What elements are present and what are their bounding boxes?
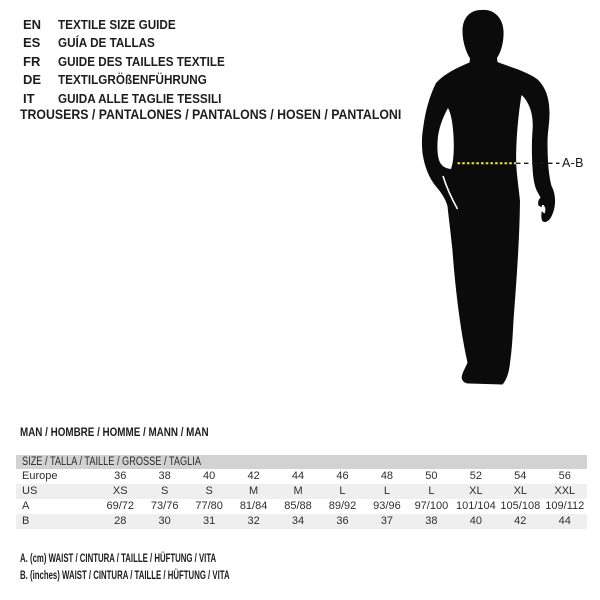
table-cell: 93/96 bbox=[373, 500, 401, 512]
table-cell: 40 bbox=[469, 515, 482, 527]
table-cell: 54 bbox=[514, 470, 527, 482]
table-row-us bbox=[16, 484, 587, 499]
size-table bbox=[16, 455, 587, 529]
language-row-es bbox=[23, 34, 243, 52]
table-cell: 56 bbox=[558, 470, 571, 482]
note-b: B. (inches) WAIST / CINTURA / TAILLE / HÜFTUNG / VITA bbox=[20, 568, 230, 583]
section-title-man: MAN / HOMBRE / HOMME / MANN / MAN bbox=[20, 425, 209, 439]
table-cell: 69/72 bbox=[106, 500, 134, 512]
table-row-b-inches bbox=[16, 514, 587, 529]
table-cell: S bbox=[161, 485, 169, 497]
table-cell: 48 bbox=[380, 470, 394, 482]
table-cell: M bbox=[293, 485, 303, 497]
measure-label: A-B bbox=[562, 156, 584, 170]
language-label: GUIDE DES TAILLES TEXTILE bbox=[58, 53, 225, 69]
note-a: A. (cm) WAIST / CINTURA / TAILLE / HÜFTUNG / VITA bbox=[20, 551, 217, 565]
language-label: TEXTILE SIZE GUIDE bbox=[58, 17, 176, 32]
table-cell: 30 bbox=[158, 515, 171, 527]
row-label: Europe bbox=[22, 470, 58, 482]
table-cell: M bbox=[249, 485, 259, 497]
row-label: A bbox=[22, 500, 30, 512]
table-cell: S bbox=[205, 485, 213, 497]
table-cell: 73/76 bbox=[150, 500, 179, 512]
table-cell: 42 bbox=[247, 470, 260, 482]
size-table-header: SIZE / TALLA / TAILLE / GRÖSSE / TAGLIA bbox=[16, 455, 587, 469]
table-cell: 52 bbox=[469, 470, 482, 482]
language-row-de bbox=[23, 71, 243, 89]
man-silhouette-figure bbox=[400, 0, 600, 420]
language-label: GUÍA DE TALLAS bbox=[58, 35, 155, 51]
table-cell: 31 bbox=[203, 515, 216, 527]
table-cell: L bbox=[428, 485, 435, 497]
man-silhouette bbox=[422, 10, 555, 385]
table-cell: 50 bbox=[425, 470, 438, 482]
language-code: IT bbox=[23, 90, 35, 106]
table-cell: 89/92 bbox=[328, 500, 357, 512]
language-label: TEXTILGRÖßENFÜHRUNG bbox=[58, 72, 207, 88]
table-cell: 34 bbox=[291, 515, 305, 527]
table-cell: 37 bbox=[380, 515, 394, 527]
table-row-a-cm bbox=[16, 499, 587, 514]
page-title: TROUSERS / PANTALONES / PANTALONS / HOSEN / PANTALONI bbox=[20, 106, 402, 122]
measurement-notes bbox=[20, 550, 342, 585]
language-legend bbox=[23, 16, 243, 108]
table-cell: 36 bbox=[336, 515, 349, 527]
table-cell: 42 bbox=[514, 515, 527, 527]
row-label: US bbox=[22, 485, 38, 497]
table-cell: 109/112 bbox=[545, 500, 585, 512]
table-cell: 105/108 bbox=[500, 500, 541, 512]
language-label: GUIDA ALLE TAGLIE TESSILI bbox=[58, 90, 222, 106]
table-cell: XXL bbox=[554, 485, 576, 497]
table-cell: 81/84 bbox=[239, 500, 268, 512]
table-cell: 40 bbox=[203, 470, 216, 482]
man-silhouette-icon bbox=[400, 0, 600, 420]
language-code: DE bbox=[23, 72, 42, 88]
table-cell: 101/104 bbox=[455, 500, 496, 512]
table-cell: XL bbox=[469, 485, 483, 497]
language-row-fr bbox=[23, 53, 243, 71]
table-cell: 38 bbox=[158, 470, 171, 482]
table-cell: 36 bbox=[114, 470, 127, 482]
table-cell: 38 bbox=[425, 515, 438, 527]
table-cell: 85/88 bbox=[284, 500, 312, 512]
table-cell: 44 bbox=[558, 515, 571, 527]
table-cell: 32 bbox=[247, 515, 260, 527]
table-cell: 77/80 bbox=[195, 500, 223, 512]
language-code: EN bbox=[23, 17, 42, 32]
table-cell: XS bbox=[112, 485, 128, 497]
table-cell: 44 bbox=[291, 470, 305, 482]
language-code: FR bbox=[23, 53, 41, 69]
table-cell: 28 bbox=[114, 515, 127, 527]
table-cell: 97/100 bbox=[414, 500, 449, 512]
table-cell: XL bbox=[513, 485, 528, 497]
table-cell: L bbox=[339, 485, 346, 497]
table-cell: 46 bbox=[336, 470, 349, 482]
language-code: ES bbox=[23, 35, 41, 51]
row-label: B bbox=[22, 515, 30, 527]
table-row-europe bbox=[16, 469, 587, 484]
table-cell: L bbox=[383, 485, 390, 497]
language-row-en bbox=[23, 16, 243, 34]
